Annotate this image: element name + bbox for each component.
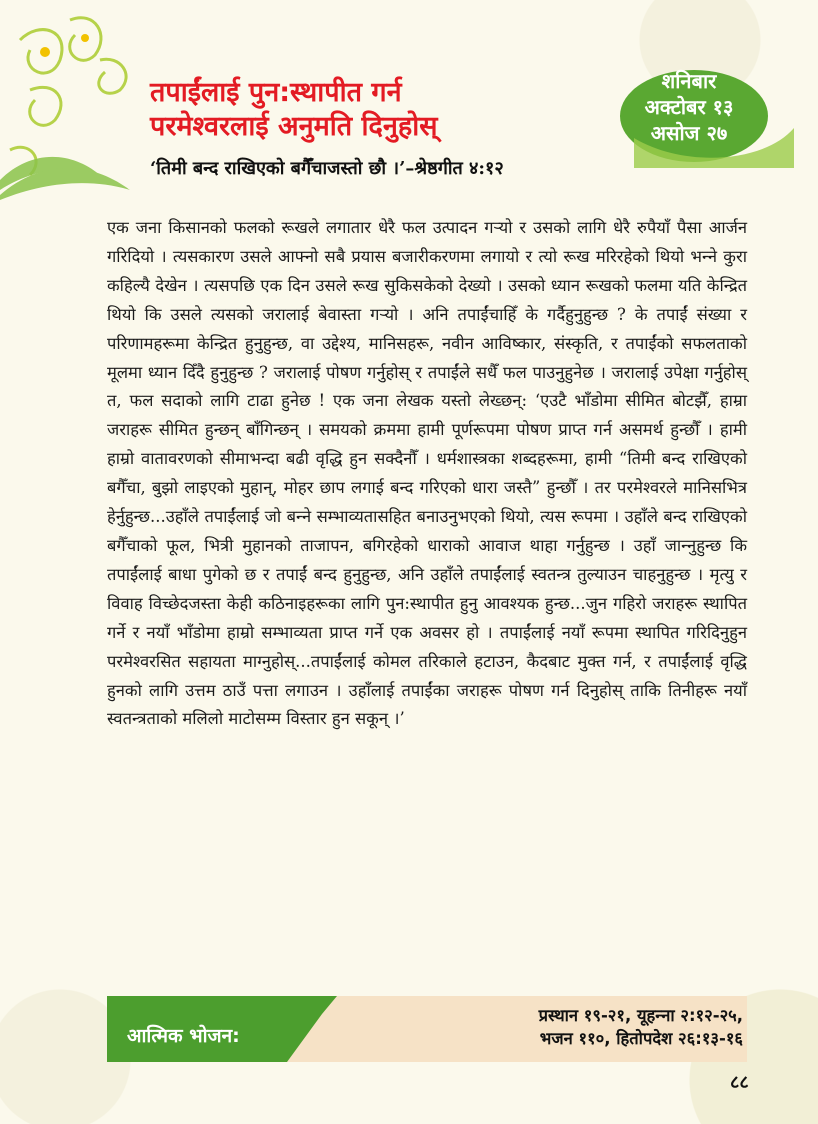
references-line-2: भजन ११०, हितोपदेश २६:१३-१६ [539, 1029, 743, 1048]
title-line-2: परमेश्‍वरलाई अनुमति दिनुहोस् [150, 111, 438, 142]
reading-footer [107, 996, 747, 1062]
date-block [614, 68, 764, 146]
page-number: ८८ [730, 1072, 749, 1093]
scripture-references [423, 1004, 743, 1050]
date-nepali: असोज २७ [650, 121, 728, 145]
title-line-1: तपाईंलाई पुन:स्थापीत गर्न [150, 77, 402, 108]
page-title [150, 76, 610, 144]
references-line-1: प्रस्थान १९-२१, यूहन्‍ना २:१२-२५, [538, 1006, 743, 1025]
devotional-body: एक जना किसानको फलको रूखले लगातार धेरै फल उत्पादन गर्‍यो र उसको लागि धेरै रुपैयाँ पैसा आर्जन गरिदियो । त्यसकारण उसले आफ्नो सबै प्रयास बजारीकरणमा लगायो र त्यो रूख मरिरहेको थियो भन्‍ने कुरा कहिल्यै देखेन । त्यसपछि एक दिन उसले रूख सुकिसकेको देख्यो । उसको ध्यान रूखको फलमा यति केन्द्रित थियो कि उसले त्यसको जरालाई बेवास्ता गर्‍यो । अनि तपाईंचाहिँ के गर्दैहुनुहुन्छ ? के तपाईं संख्या र परिणामहरूमा केन्द्रित हुनुहुन्छ, वा उद्देश्य, मानिसहरू, नवीन आविष्कार, संस्कृति, र तपाईंको सफलताको मूलमा ध्यान दिँदै हुनुहुन्छ ? जरालाई पोषण गर्नुहोस् र तपाईंले सधैँ फल पाउनुहुनेछ । जरालाई उपेक्षा गर्नुहोस् त, फल सदाको लागि टाढा हुनेछ ! एक जना लेखक यस्तो लेख्छन्: ‘एउटै भाँडोमा सीमित बोटझैँ, हाम्रा जराहरू सीमित हुन्छन् बाँगिन्छन् । समयको क्रममा हामी पूर्णरूपमा पोषण प्राप्त गर्न असमर्थ हुन्छौँ । हामी हाम्रो वातावरणको सीमाभन्दा बढी वृद्धि हुन सक्दैनौँ । धर्मशास्त्रका शब्दहरूमा, हामी “तिमी बन्द राखिएको बगैँचा, बुझो लाइएको मुहान्, मोहर छाप लगाई बन्द गरिएको धारा जस्तै” हुन्छौँ । तर परमेश्‍वरले मानिसभित्र हेर्नुहुन्छ...उहाँले तपाईंलाई जो बन्‍ने सम्भाव्यतासहित बनाउनुभएको थियो, त्यस रूपमा । उहाँले बन्द राखिएको बगैँचाको फूल, भित्री मुहानको ताजापन, बगिरहेको धाराको आवाज थाहा गर्नुहुन्छ । उहाँ जान्‍नुहुन्छ कि तपाईंलाई बाधा पुगेको छ र तपाईं बन्द हुनुहुन्छ, अनि उहाँले तपाईंलाई स्वतन्त्र तुल्याउन चाहनुहुन्छ । मृत्यु र विवाह विच्छेदजस्ता केही कठिनाइहरूका लागि पुन:स्थापीत हुनु आवश्यक हुन्छ...जुन गहिरो जराहरू स्थापित गर्ने र नयाँ भाँडोमा हाम्रो सम्भाव्यता प्राप्त गर्ने एक अवसर हो । तपाईंलाई नयाँ रूपमा स्थापित गरिदिनुहुन परमेश्‍वरसित सहायता माग्नुहोस्...तपाईंलाई कोमल तरिकाले हटाउन, कैदबाट मुक्त गर्न, र तपाईंलाई वृद्धि हुनको लागि उत्तम ठाउँ पत्ता लगाउन । उहाँलाई तपाईंका जराहरू पोषण गर्न दिनुहोस् ताकि तिनीहरू नयाँ स्वतन्त्रताको मलिलो माटोसम्म विस्तार हुन सकून् ।’ [107, 218, 747, 729]
date-day: शनिबार [661, 69, 717, 93]
date-english: अक्टोबर १३ [644, 95, 734, 119]
spiritual-food-label: आत्मिक भोजन: [127, 1025, 240, 1047]
key-verse: ‘तिमी बन्द राखिएको बगैँचाजस्तो छौ ।’–श्रेष्ठगीत ४:१२ [150, 158, 504, 179]
